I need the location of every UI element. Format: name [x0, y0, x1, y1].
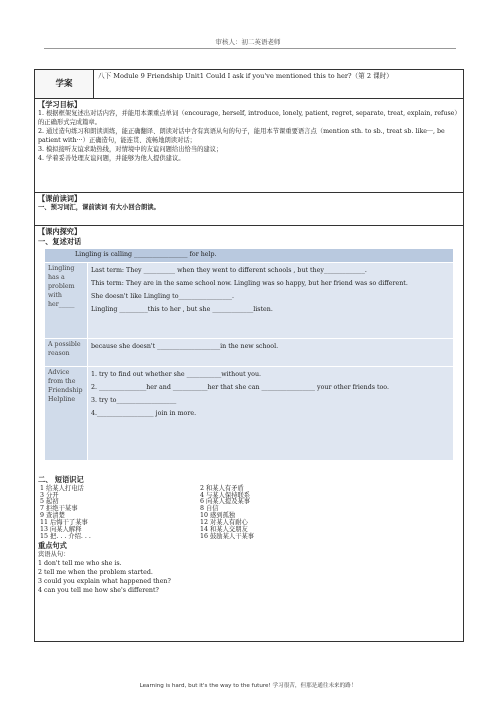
fill-line: 1. try to find out whether she ___________without you.: [91, 371, 262, 379]
phrase-item: 2 和某人有矛盾: [200, 484, 244, 492]
phrase-item: 11 后悔干了某事: [40, 519, 88, 527]
worksheet: [34, 69, 464, 642]
row-label-advice: Advice from the Friendship Helpline: [45, 367, 88, 461]
preview-instruction: 一、预习词汇，课前读词 有大小回合朗读。: [38, 204, 160, 212]
phrase-item: 7 拒绝干某事: [40, 505, 78, 513]
phrase-item: 4 与某人保持联系: [200, 491, 251, 499]
phrase-item: 10 感到孤独: [200, 512, 236, 520]
lesson-title: 八下 Module 9 Friendship Unit1 Could I ask if you've mentioned this to her?（第 2 课时）: [98, 72, 393, 80]
row-content-problem: [88, 263, 454, 339]
preview-section: [35, 193, 463, 226]
phrase-item: 9 查清楚: [40, 512, 65, 520]
row-label-problem: Lingling has a problem with her_____: [45, 263, 88, 339]
phrase-item: 14 和某人交朋友: [200, 526, 248, 534]
fill-line: This term: They are in the same school now. Lingling was so happy, but her friend was so different.: [91, 280, 408, 288]
retell-table-header: Lingling is calling _________________ for help.: [45, 249, 454, 263]
objective-item: 2. 通过造句练习和朗读训练，能正确翻译、朗读对话中含有宾语从句的句子，能用本节课重要语言点（mention sth. to sb., treat sb. like···, be patient with···）正确造句，能连贯、流畅地朗读对话；: [38, 128, 445, 145]
fill-line: Lingling _________this to her , but she _____________listen.: [91, 306, 273, 314]
objectives-section: [35, 99, 463, 193]
row-label-reason: A possible reason: [45, 339, 88, 367]
fill-line: Last term: They __________ when they went to different schools , but they_____________.: [91, 267, 367, 275]
phrase-list: [40, 486, 460, 541]
explore-heading: 【课内探究】: [38, 227, 82, 236]
retell-heading: 一、复述对话: [38, 237, 82, 247]
phrase-item: 15 把. . . 介绍. . .: [40, 533, 91, 541]
page-header: 审核人：初二英语老师: [215, 38, 281, 46]
fill-line: because she doesn't ____________________in the new school.: [91, 343, 279, 351]
sentence-item: 1 don't tell me who she is.: [38, 560, 122, 568]
phrase-item: 3 分开: [40, 491, 59, 499]
phrase-item: 13 向某人解释: [40, 526, 82, 534]
sentence-heading: 重点句式: [38, 540, 67, 550]
phrase-item: 16 鼓励某人干某事: [200, 533, 255, 541]
row-content-reason: [88, 339, 454, 367]
sentence-item: 4 can you tell me how she's different?: [38, 586, 159, 594]
fill-line: 4.__________________ join in more.: [91, 410, 197, 418]
phrase-item: 1 给某人打电话: [40, 484, 84, 492]
sentence-item: 3 could you explain what happened then?: [38, 578, 171, 585]
phrase-item: 5 起初: [40, 498, 59, 506]
row-content-advice: [88, 367, 454, 461]
fill-line: 3. try to___________________: [91, 397, 177, 405]
phrases-heading: 二、 短语识记: [38, 475, 84, 485]
title-row: [35, 70, 463, 99]
title-label: 学案: [35, 70, 94, 98]
header-divider: [44, 48, 456, 49]
objectives-heading: 【学习目标】: [38, 100, 82, 109]
retell-table: [44, 248, 454, 461]
sentence-item: 2 tell me when the problem started.: [38, 569, 153, 577]
objective-item: 1. 根据框架复述出对话内容，并能用本课重点单词（encourage, herself, introduce, lonely, patient, regret, separate, treat, explain, refuse）的正确形式完成篇章。: [38, 110, 458, 127]
objective-item: 3. 模拟接听友谊求助热线，对情境中的友谊问题给出恰当的建议；: [38, 145, 223, 153]
explore-section: [35, 226, 463, 641]
page-footer: Learning is hard, but it's the way to the future! 学习很苦，但那是通往未来的路！: [139, 683, 357, 689]
sentence-subheading: 宾语从句：: [38, 551, 70, 559]
objective-item: 4. 学着妥善处理友谊问题，并能够为他人提供建议。: [38, 154, 185, 162]
phrase-item: 12 对某人有耐心: [200, 519, 248, 527]
fill-line: She doesn't like Lingling to_________________.: [91, 293, 235, 301]
phrase-item: 8 自信: [200, 505, 219, 513]
fill-line: 2. _______________her and ___________her that she can _________________ your other friends too.: [91, 384, 389, 392]
phrase-item: 6 向某人提及某事: [200, 498, 251, 506]
preview-heading: 【课前读词】: [38, 194, 82, 203]
